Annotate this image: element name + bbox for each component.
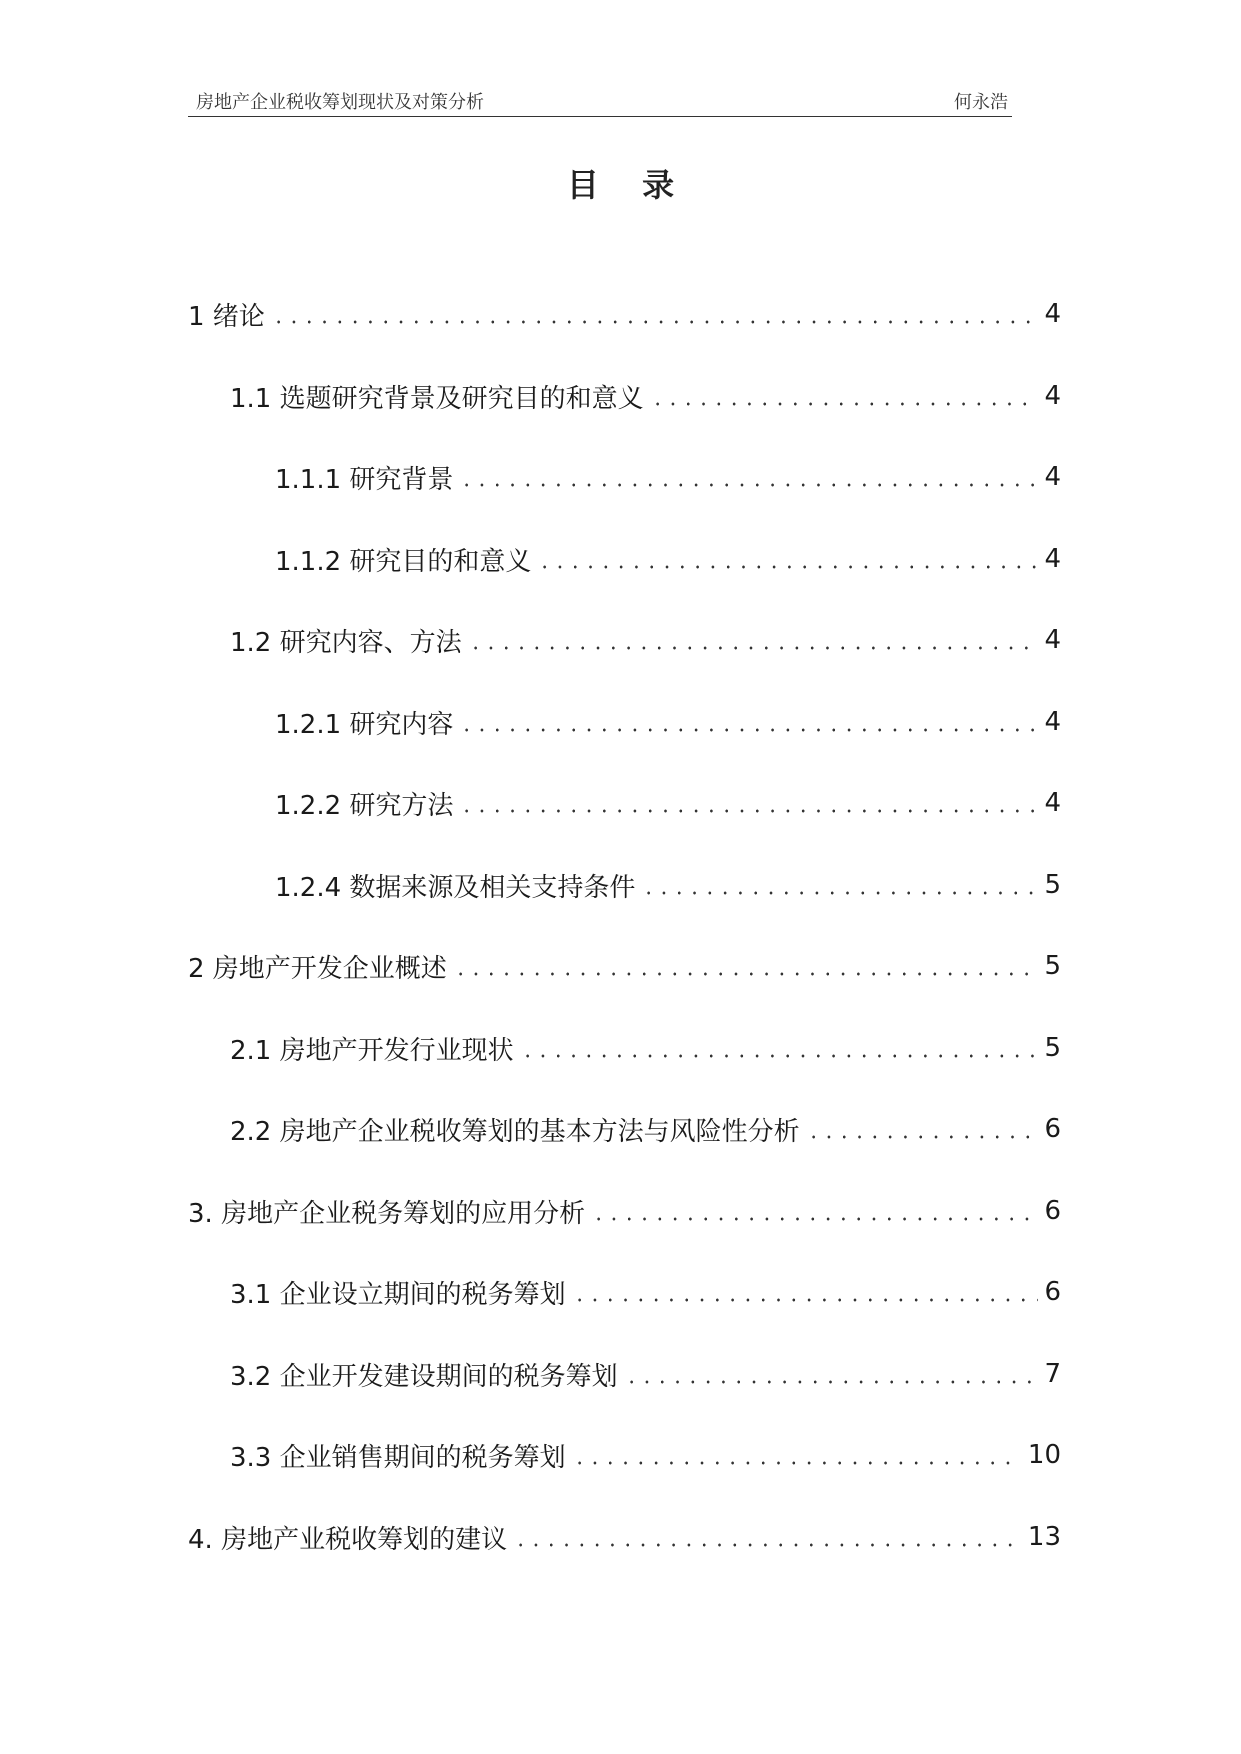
- toc-page-number: 7: [1044, 1359, 1061, 1389]
- toc-entry[interactable]: [230, 1028, 1061, 1068]
- toc-entry-label: 1 绪论: [188, 301, 265, 332]
- toc-entry-label: 1.1.2 研究目的和意义: [275, 546, 532, 577]
- toc-page-number: 4: [1044, 381, 1061, 411]
- toc-entry-label: 1.2.1 研究内容: [275, 709, 454, 740]
- toc-entry[interactable]: [188, 1517, 1061, 1557]
- toc-entry[interactable]: [275, 457, 1061, 497]
- header-author: 何永浩: [954, 92, 1008, 113]
- toc-title: 目 录: [566, 166, 691, 204]
- toc-leader-dots: [459, 482, 1038, 488]
- toc-leader-dots: [459, 808, 1038, 814]
- toc-entry[interactable]: [230, 376, 1061, 416]
- toc-entry-label: 4. 房地产业税收筹划的建议: [188, 1524, 508, 1555]
- toc-entry-label: 1.1 选题研究背景及研究目的和意义: [230, 383, 644, 414]
- toc-page-number: 4: [1044, 625, 1061, 655]
- toc-page-number: 6: [1044, 1196, 1061, 1226]
- toc-entry[interactable]: [275, 783, 1061, 823]
- toc-leader-dots: [271, 319, 1039, 325]
- toc-entry[interactable]: [230, 1354, 1061, 1394]
- header-title: 房地产企业税收筹划现状及对策分析: [196, 92, 484, 113]
- toc-entry-label: 2 房地产开发企业概述: [188, 953, 447, 984]
- toc-page-number: 5: [1044, 951, 1061, 981]
- toc-entry[interactable]: [188, 1191, 1061, 1231]
- page-header: [188, 88, 1012, 117]
- toc-leader-dots: [513, 1542, 1022, 1548]
- toc-page-number: 6: [1044, 1114, 1061, 1144]
- toc-entry-label: 2.2 房地产企业税收筹划的基本方法与风险性分析: [230, 1116, 800, 1147]
- toc-page-number: 10: [1027, 1440, 1061, 1470]
- toc-leader-dots: [806, 1134, 1039, 1140]
- toc-leader-dots: [624, 1379, 1039, 1385]
- toc-entry-label: 3. 房地产企业税务筹划的应用分析: [188, 1198, 586, 1229]
- toc-entry[interactable]: [188, 946, 1061, 986]
- toc-entry[interactable]: [230, 1109, 1061, 1149]
- toc-page-number: 5: [1044, 1033, 1061, 1063]
- toc-entry-label: 3.3 企业销售期间的税务筹划: [230, 1442, 566, 1473]
- toc-entry-label: 2.1 房地产开发行业现状: [230, 1035, 514, 1066]
- toc-page-number: 4: [1044, 544, 1061, 574]
- toc-leader-dots: [453, 971, 1039, 977]
- toc-leader-dots: [459, 727, 1038, 733]
- toc-page-number: 5: [1044, 870, 1061, 900]
- toc-page-number: 4: [1044, 788, 1061, 818]
- toc-leader-dots: [520, 1053, 1039, 1059]
- toc-leader-dots: [572, 1460, 1022, 1466]
- toc-entry[interactable]: [230, 1435, 1061, 1475]
- toc-leader-dots: [591, 1216, 1038, 1222]
- toc-entry-label: 1.2.4 数据来源及相关支持条件: [275, 872, 636, 903]
- toc-entry-label: 1.2.2 研究方法: [275, 790, 454, 821]
- toc-page-number: 13: [1027, 1522, 1061, 1552]
- toc-entry[interactable]: [275, 539, 1061, 579]
- toc-entry[interactable]: [275, 865, 1061, 905]
- toc-entry-label: 1.2 研究内容、方法: [230, 627, 462, 658]
- toc-entry[interactable]: [230, 1272, 1061, 1312]
- toc-entry[interactable]: [188, 294, 1061, 334]
- toc-page-number: 6: [1044, 1277, 1061, 1307]
- toc-entry-label: 1.1.1 研究背景: [275, 464, 454, 495]
- toc-leader-dots: [572, 1297, 1039, 1303]
- toc-entry[interactable]: [275, 702, 1061, 742]
- toc-leader-dots: [468, 645, 1039, 651]
- toc-entry-label: 3.2 企业开发建设期间的税务筹划: [230, 1361, 618, 1392]
- toc-entry-label: 3.1 企业设立期间的税务筹划: [230, 1279, 566, 1310]
- toc-page-number: 4: [1044, 707, 1061, 737]
- toc-leader-dots: [537, 564, 1038, 570]
- toc-leader-dots: [641, 890, 1038, 896]
- toc-leader-dots: [650, 401, 1039, 407]
- toc-page-number: 4: [1044, 299, 1061, 329]
- toc-entry[interactable]: [230, 620, 1061, 660]
- toc-page-number: 4: [1044, 462, 1061, 492]
